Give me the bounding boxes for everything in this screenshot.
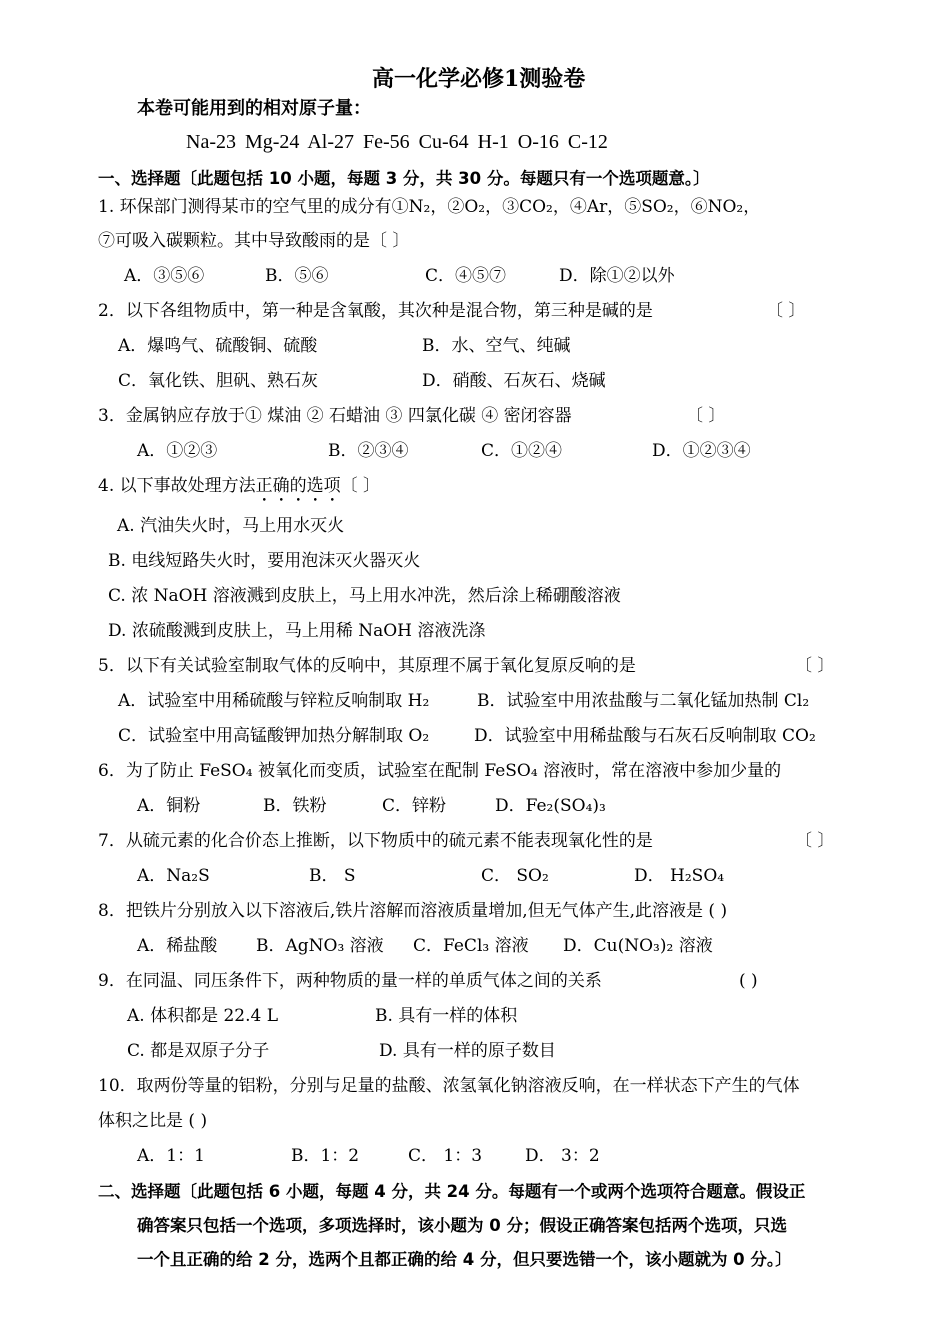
q9-answer-bracket: ( ) bbox=[739, 971, 758, 991]
q9-option-c: C. 都是双原子分子 bbox=[127, 1041, 270, 1061]
q7-option-d: D． H₂SO₄ bbox=[634, 866, 725, 886]
q7-option-a: A．Na₂S bbox=[137, 866, 210, 886]
q6-option-a: A．铜粉 bbox=[137, 796, 201, 816]
q8-option-b: B．AgNO₃ 溶液 bbox=[256, 936, 384, 956]
q4-option-c: C. 浓 NaOH 溶液溅到皮肤上，马上用水冲洗，然后涂上稀硼酸溶液 bbox=[108, 586, 621, 606]
q5-option-b: B．试验室中用浓盐酸与二氧化锰加热制 Cl₂ bbox=[477, 691, 810, 711]
q5-stem: 5．以下有关试验室制取气体的反响中，其原理不属于氧化复原反响的是 bbox=[98, 656, 636, 676]
q3-option-b: B．②③④ bbox=[328, 441, 409, 461]
q4-option-d: D. 浓硫酸溅到皮肤上，马上用稀 NaOH 溶液洗涤 bbox=[108, 621, 486, 641]
q2-option-d: D．硝酸、石灰石、烧碱 bbox=[422, 371, 606, 391]
q6-option-b: B．铁粉 bbox=[263, 796, 327, 816]
q9-option-a: A. 体积都是 22.4 L bbox=[127, 1006, 279, 1026]
q10-option-b: B．1：2 bbox=[291, 1146, 360, 1166]
q3-stem: 3．金属钠应存放于① 煤油 ② 石蜡油 ③ 四氯化碳 ④ 密闭容器 bbox=[98, 406, 572, 426]
section2-heading-line2: 确答案只包括一个选项，多项选择时，该小题为 0 分；假设正确答案包括两个选项，只选 bbox=[137, 1216, 787, 1235]
q5-option-c: C．试验室中用高锰酸钾加热分解制取 O₂ bbox=[118, 726, 430, 746]
q3-option-a: A．①②③ bbox=[137, 441, 218, 461]
q2-answer-bracket: 〔 〕 bbox=[766, 301, 806, 321]
q10-option-a: A．1：1 bbox=[137, 1146, 205, 1166]
q2-option-a: A．爆鸣气、硫酸铜、硫酸 bbox=[118, 336, 318, 356]
q5-answer-bracket: 〔 〕 bbox=[795, 656, 835, 676]
q6-option-d: D．Fe₂(SO₄)₃ bbox=[495, 796, 606, 816]
q3-option-c: C．①②④ bbox=[481, 441, 563, 461]
q7-answer-bracket: 〔 〕 bbox=[795, 831, 835, 851]
q4-answer-bracket: 〔 〕 bbox=[340, 476, 381, 496]
q4-stem-pre: 4. 以下事故处理方法 bbox=[98, 476, 256, 496]
q8-stem: 8．把铁片分别放入以下溶液后,铁片溶解而溶液质量增加,但无气体产生,此溶液是 ( ) bbox=[98, 901, 728, 921]
q8-option-c: C．FeCl₃ 溶液 bbox=[413, 936, 529, 956]
q1-option-c: C．④⑤⑦ bbox=[425, 266, 507, 286]
q4-stem bbox=[98, 475, 380, 506]
section2-heading-line3: 一个且正确的给 2 分，选两个且都正确的给 4 分，但只要选错一个，该小题就为 0 分。〕 bbox=[137, 1250, 792, 1269]
q7-option-b: B． S bbox=[309, 866, 356, 886]
q10-stem-line1: 10．取两份等量的铝粉，分别与足量的盐酸、浓氢氧化钠溶液反响，在一样状态下产生的气体 bbox=[98, 1076, 800, 1096]
q8-option-d: D．Cu(NO₃)₂ 溶液 bbox=[563, 936, 713, 956]
q3-option-d: D．①②③④ bbox=[652, 441, 751, 461]
atomic-mass-values: Na-23 Mg-24 Al-27 Fe-56 Cu-64 H-1 O-16 C-12 bbox=[186, 131, 608, 153]
atomic-mass-heading: 本卷可能用到的相对原子量： bbox=[137, 98, 371, 119]
q10-option-c: C． 1：3 bbox=[408, 1146, 483, 1166]
section2-heading-line1: 二、选择题〔此题包括 6 小题，每题 4 分，共 24 分。每题有一个或两个选项符合题意。假设正 bbox=[98, 1182, 806, 1201]
q5-option-d: D．试验室中用稀盐酸与石灰石反响制取 CO₂ bbox=[474, 726, 816, 746]
q1-option-a: A．③⑤⑥ bbox=[124, 266, 205, 286]
q3-answer-bracket: 〔 〕 bbox=[686, 406, 726, 426]
page-title: 高一化学必修1测验卷 bbox=[372, 66, 586, 92]
q10-option-d: D． 3：2 bbox=[525, 1146, 600, 1166]
q4-option-b: B. 电线短路失火时，要用泡沫灭火器灭火 bbox=[108, 551, 421, 571]
q1-option-d: D．除①②以外 bbox=[559, 266, 675, 286]
q2-option-c: C．氧化铁、胆矾、熟石灰 bbox=[118, 371, 319, 391]
q1-stem-line2: ⑦可吸入碳颗粒。其中导致酸雨的是〔 〕 bbox=[98, 231, 410, 251]
q9-option-b: B. 具有一样的体积 bbox=[375, 1006, 518, 1026]
q5-option-a: A．试验室中用稀硫酸与锌粒反响制取 H₂ bbox=[118, 691, 430, 711]
q1-option-b: B．⑤⑥ bbox=[265, 266, 329, 286]
q8-option-a: A．稀盐酸 bbox=[137, 936, 218, 956]
q6-option-c: C．锌粉 bbox=[382, 796, 447, 816]
q9-option-d: D. 具有一样的原子数目 bbox=[379, 1041, 556, 1061]
q6-stem: 6．为了防止 FeSO₄ 被氧化而变质，试验室在配制 FeSO₄ 溶液时，常在溶液中参加少量的 bbox=[98, 761, 782, 781]
q4-stem-emphasis: 正确的选项 bbox=[255, 476, 341, 496]
q7-option-c: C． SO₂ bbox=[481, 866, 549, 886]
q2-option-b: B．水、空气、纯碱 bbox=[422, 336, 571, 356]
q10-stem-line2: 体积之比是 ( ) bbox=[98, 1111, 208, 1131]
q2-stem: 2．以下各组物质中，第一种是含氧酸，其次种是混合物，第三种是碱的是 bbox=[98, 301, 653, 321]
section1-heading: 一、选择题〔此题包括 10 小题，每题 3 分，共 30 分。每题只有一个选项题意。〕 bbox=[98, 169, 710, 188]
q1-stem-line1: 1. 环保部门测得某市的空气里的成分有①N₂，②O₂，③CO₂，④Ar，⑤SO₂，⑥NO₂， bbox=[98, 197, 761, 217]
q7-stem: 7．从硫元素的化合价态上推断，以下物质中的硫元素不能表现氧化性的是 bbox=[98, 831, 653, 851]
q9-stem: 9．在同温、同压条件下，两种物质的量一样的单质气体之间的关系 bbox=[98, 971, 602, 991]
q4-option-a: A. 汽油失火时，马上用水灭火 bbox=[117, 516, 345, 536]
